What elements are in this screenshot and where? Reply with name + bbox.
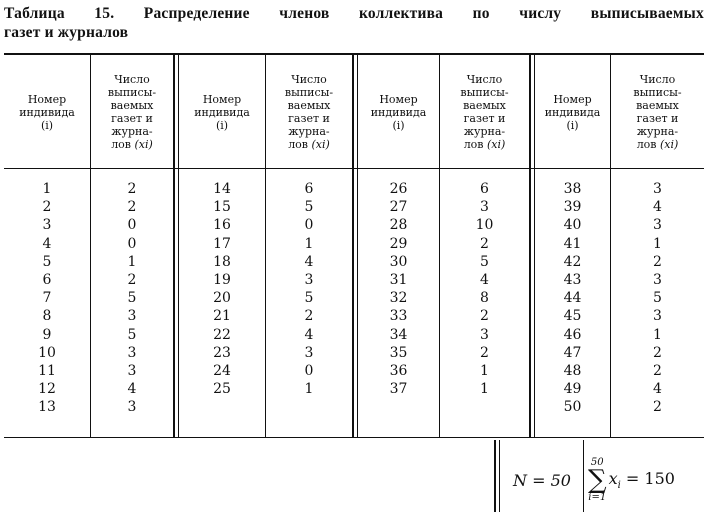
caption-word: Распределение [143, 5, 250, 22]
table-cell: 4 [480, 271, 489, 288]
table-cell: 41 [563, 235, 582, 252]
table-cell: 3 [653, 217, 662, 234]
bottom-rule [4, 437, 704, 438]
sum-upper-limit: 50 [590, 457, 604, 468]
table-cell: 5 [480, 253, 489, 270]
table-cell: 2 [127, 199, 137, 216]
table-cell: 24 [213, 362, 231, 379]
table-cell: 3 [653, 308, 662, 325]
table-cell: 25 [213, 381, 231, 398]
table-cell: 3 [127, 308, 137, 325]
table-cell: 0 [304, 217, 314, 234]
table-cell: 31 [389, 271, 408, 288]
header-count: Число выписы- ваемых газет и журна- лов (xi) [284, 73, 334, 151]
caption-line-2: газет и журналов [4, 24, 129, 41]
table-cell: 14 [213, 181, 231, 197]
table-cell: 47 [563, 344, 582, 361]
table-cell: 5 [42, 253, 52, 270]
table-cell: 48 [563, 362, 582, 379]
table-cell: 3 [480, 326, 489, 343]
header-member-number: Номер индивида (i) [19, 92, 75, 132]
table-cell: 1 [653, 326, 662, 343]
table-cell: 3 [480, 199, 489, 216]
table-cell: 1 [42, 181, 52, 197]
header-count: Число выписы- ваемых газет и журна- лов (xi) [460, 73, 509, 151]
table-cell: 40 [563, 217, 582, 234]
table-cell: 35 [389, 344, 408, 361]
table-cell: 20 [213, 290, 231, 307]
table-cell: 4 [653, 381, 662, 398]
table-cell: 4 [304, 253, 314, 270]
table-cell: 15 [213, 199, 231, 216]
table-cell: 27 [389, 199, 408, 216]
table-cell: 5 [653, 290, 662, 307]
header-count: Число выписы- ваемых газет и журна- лов (xi) [107, 73, 157, 151]
table-cell: 4 [653, 199, 662, 216]
caption-word: коллектива [358, 5, 444, 22]
table-cell: 11 [38, 362, 56, 379]
group-divider [173, 54, 175, 437]
member-number-column [535, 180, 610, 416]
sum-lower-limit: i=1 [588, 492, 607, 503]
table-cell: 1 [304, 235, 314, 252]
table-cell: 3 [304, 344, 314, 361]
table-cell: 5 [304, 290, 314, 307]
table-cell: 33 [389, 308, 408, 325]
sum-variable: x [608, 468, 618, 488]
table-cell: 2 [653, 253, 662, 270]
header-count: Число выписы- ваемых газет и журна- лов (xi) [633, 73, 682, 151]
total-n [502, 456, 582, 504]
table-cell: 0 [304, 362, 314, 379]
table-cell: 2 [480, 235, 489, 252]
total-n-text: N = 50 [513, 470, 571, 490]
table-cell: 43 [563, 271, 582, 288]
table-cell: 28 [389, 217, 408, 234]
top-rule [4, 53, 704, 55]
caption-word: выписываемых [590, 5, 704, 22]
table-cell: 0 [127, 235, 137, 252]
totals-divider [583, 440, 584, 512]
table-cell: 29 [389, 235, 408, 252]
table-cell: 4 [127, 381, 137, 398]
table-cell: 1 [480, 362, 489, 379]
caption-word: по [472, 5, 490, 22]
caption-word: числу [519, 5, 562, 22]
sum-value: = 150 [625, 468, 675, 488]
table-cell: 3 [304, 271, 314, 288]
table-cell: 8 [480, 290, 489, 307]
table-cell: 3 [127, 399, 137, 416]
count-column [611, 180, 704, 416]
table-cell: 8 [42, 308, 52, 325]
count-symbol: (xi) [487, 138, 506, 151]
header-member-number: Номер индивида (i) [194, 92, 250, 132]
table-cell: 39 [563, 199, 582, 216]
count-symbol: (xi) [134, 138, 153, 151]
member-number-column [358, 180, 439, 398]
table-cell: 44 [563, 290, 582, 307]
table-cell: 23 [213, 344, 231, 361]
table-cell: 4 [42, 235, 52, 252]
table-cell: 5 [127, 326, 137, 343]
sum-subscript: i [617, 480, 621, 492]
table-cell: 46 [563, 326, 582, 343]
table-cell: 4 [304, 326, 314, 343]
table-cell: 13 [38, 399, 56, 416]
table-cell: 3 [653, 271, 662, 288]
table-cell: 2 [480, 344, 489, 361]
total-sum [588, 456, 706, 504]
table-cell: 6 [42, 271, 52, 288]
table-cell: 42 [563, 253, 582, 270]
table-cell: 34 [389, 326, 408, 343]
totals-divider [499, 440, 500, 512]
table-cell: 2 [42, 199, 52, 216]
table-cell: 49 [563, 381, 582, 398]
table-cell: 1 [304, 381, 314, 398]
table-cell: 16 [213, 217, 231, 234]
table-cell: 21 [213, 308, 231, 325]
table-cell: 2 [653, 344, 662, 361]
table-cell: 30 [389, 253, 408, 270]
table-cell: 37 [389, 381, 408, 398]
table-cell: 2 [127, 271, 137, 288]
table-cell: 1 [653, 235, 662, 252]
count-column [440, 180, 529, 398]
summation [588, 457, 607, 503]
table-cell: 6 [304, 181, 314, 197]
table-cell: 3 [42, 217, 52, 234]
table-cell: 6 [480, 181, 489, 197]
table-cell: 1 [480, 381, 489, 398]
header-member-number: Номер индивида (i) [544, 92, 601, 132]
caption-word: Таблица [4, 5, 65, 22]
table-cell: 3 [127, 362, 137, 379]
table-cell: 26 [389, 181, 408, 197]
count-symbol: (xi) [311, 138, 330, 151]
table-cell: 1 [127, 253, 137, 270]
count-symbol: (xi) [660, 138, 679, 151]
table-cell: 2 [304, 308, 314, 325]
table-cell: 12 [38, 381, 56, 398]
group-divider [352, 54, 354, 437]
table-cell: 2 [480, 308, 489, 325]
header-member-number: Номер индивида (i) [370, 92, 427, 132]
table-cell: 38 [563, 181, 582, 197]
table-cell: 17 [213, 235, 231, 252]
member-number-column [4, 180, 90, 416]
sigma-icon: ∑ [588, 465, 607, 495]
table-cell: 36 [389, 362, 408, 379]
member-number-column [179, 180, 265, 398]
table-cell: 2 [127, 181, 137, 197]
table-cell: 5 [127, 290, 137, 307]
table-cell: 5 [304, 199, 314, 216]
table-cell: 10 [38, 344, 56, 361]
table-cell: 10 [475, 217, 494, 234]
table-cell: 22 [213, 326, 231, 343]
table-cell: 45 [563, 308, 582, 325]
table-cell: 18 [213, 253, 231, 270]
count-column [266, 180, 352, 398]
count-column [91, 180, 173, 416]
table-caption [4, 4, 704, 42]
table-cell: 2 [653, 399, 662, 416]
caption-line-1 [4, 4, 704, 23]
table-cell: 3 [127, 344, 137, 361]
table-cell: 2 [653, 362, 662, 379]
sum-formula [588, 457, 675, 503]
header-rule [4, 168, 704, 169]
sum-expression [609, 469, 675, 491]
table-cell: 19 [213, 271, 231, 288]
caption-word: членов [279, 5, 330, 22]
table-cell: 0 [127, 217, 137, 234]
table-cell: 3 [653, 181, 662, 197]
totals-divider [494, 440, 496, 512]
caption-word: 15. [94, 5, 115, 22]
group-divider [529, 54, 531, 437]
table-cell: 7 [42, 290, 52, 307]
table-cell: 32 [389, 290, 408, 307]
table-cell: 50 [563, 399, 582, 416]
table-cell: 9 [42, 326, 52, 343]
